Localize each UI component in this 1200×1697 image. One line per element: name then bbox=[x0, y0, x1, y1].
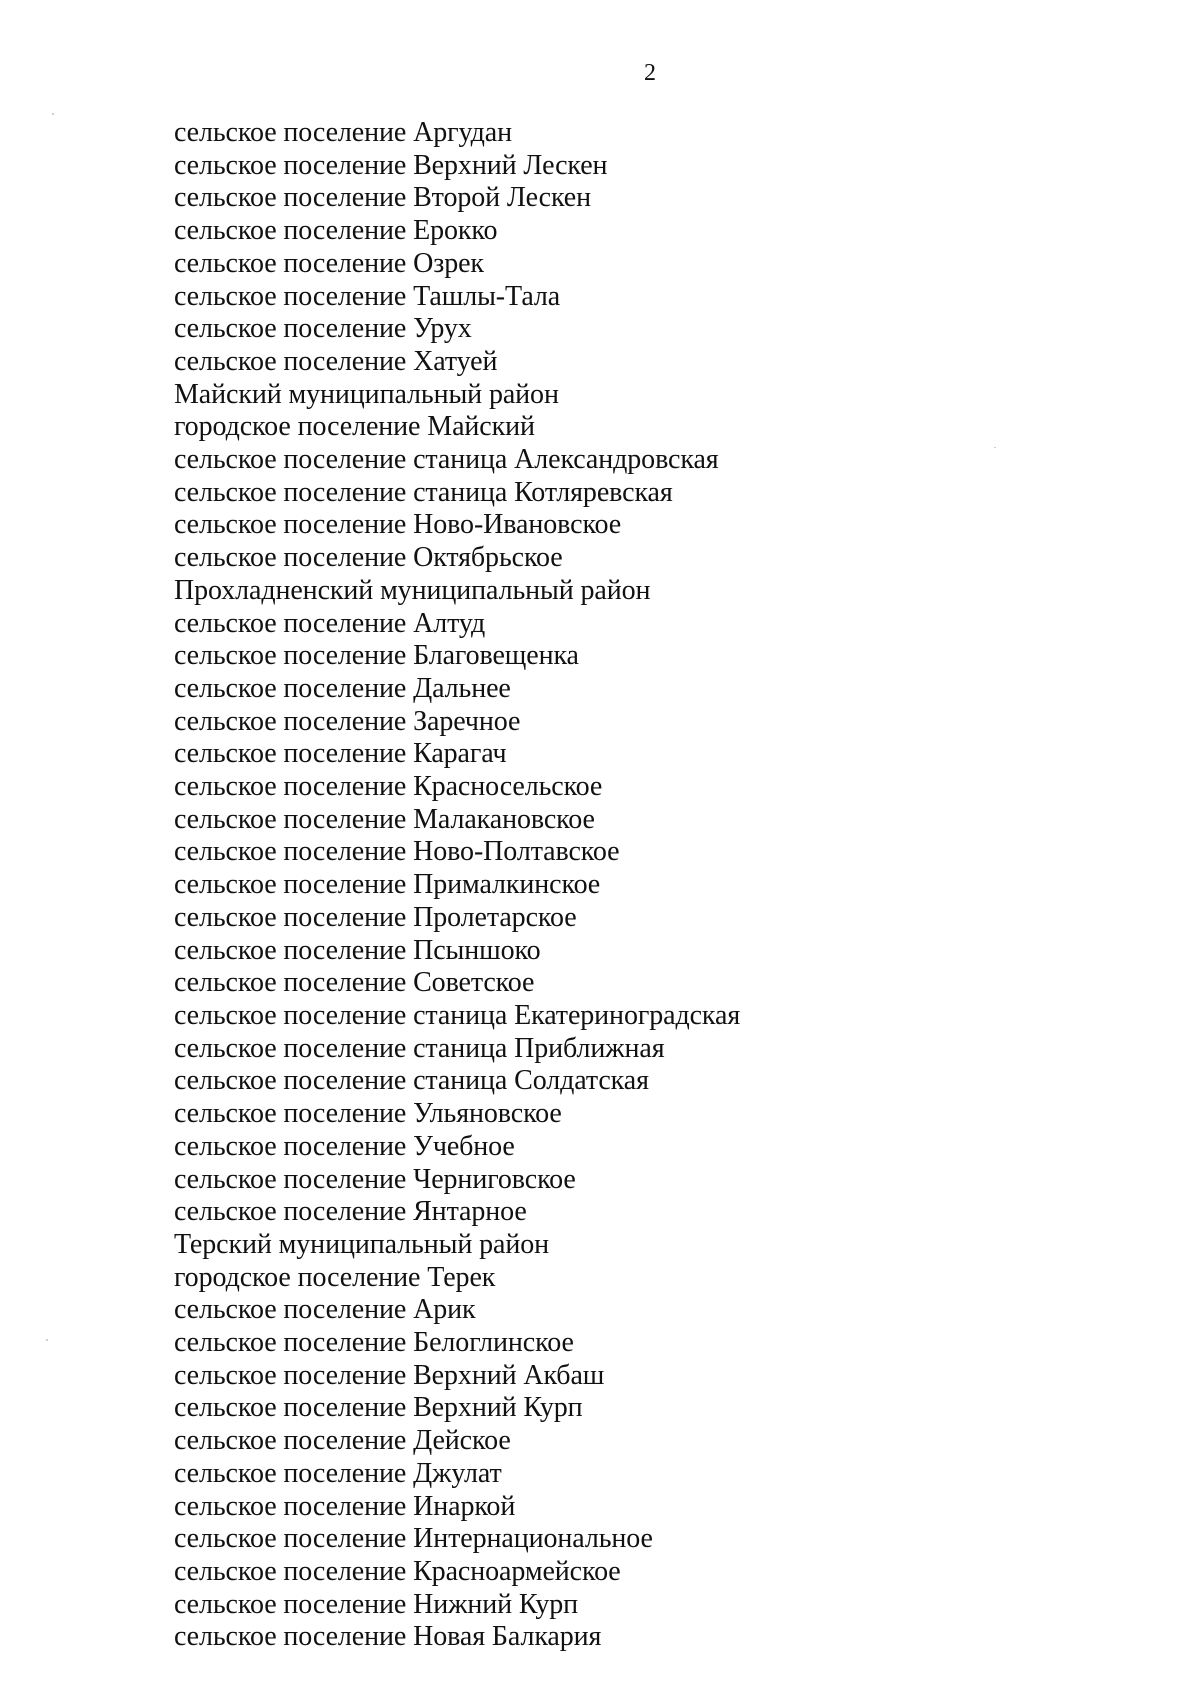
settlement-type: сельское поселение bbox=[174, 345, 407, 377]
district-name: Прохладненский муниципальный район bbox=[174, 574, 651, 606]
settlement-name: Красносельское bbox=[413, 771, 603, 803]
settlement-type: сельское поселение bbox=[174, 1588, 407, 1620]
settlement-type: сельское поселение bbox=[174, 1490, 407, 1522]
settlement-type: сельское поселение bbox=[174, 1065, 407, 1097]
list-item bbox=[174, 215, 740, 248]
settlement-name: станица Приближная bbox=[413, 1032, 665, 1064]
list-item bbox=[174, 1196, 740, 1229]
list-item bbox=[174, 608, 740, 641]
settlement-name: Урух bbox=[413, 313, 472, 345]
list-item bbox=[174, 1164, 740, 1197]
settlement-name: Арик bbox=[413, 1294, 476, 1326]
settlement-name: Верхний Акбаш bbox=[413, 1359, 605, 1391]
settlement-name: Дальнее bbox=[413, 672, 511, 704]
settlement-type: сельское поселение bbox=[174, 869, 407, 901]
settlement-type: сельское поселение bbox=[174, 1621, 407, 1653]
list-item bbox=[174, 836, 740, 869]
list-item bbox=[174, 967, 740, 1000]
settlement-name: Алтуд bbox=[413, 607, 486, 639]
settlement-type: сельское поселение bbox=[174, 247, 407, 279]
settlement-type: сельское поселение bbox=[174, 509, 407, 541]
settlement-type: сельское поселение bbox=[174, 901, 407, 933]
settlement-type: сельское поселение bbox=[174, 1196, 407, 1228]
district-name: Майский муниципальный район bbox=[174, 378, 559, 410]
list-item bbox=[174, 248, 740, 281]
list-item bbox=[174, 1360, 740, 1393]
settlement-name: Майский bbox=[427, 411, 535, 443]
list-item bbox=[174, 771, 740, 804]
settlement-type: сельское поселение bbox=[174, 182, 407, 214]
settlement-name: Советское bbox=[413, 967, 535, 999]
settlement-name: Инаркой bbox=[413, 1490, 516, 1522]
list-item bbox=[174, 869, 740, 902]
list-item bbox=[174, 1262, 740, 1295]
settlement-name: Белоглинское bbox=[413, 1327, 574, 1359]
settlement-type: городское поселение bbox=[174, 411, 421, 443]
list-item bbox=[174, 1523, 740, 1556]
settlement-name: станица Солдатская bbox=[413, 1065, 649, 1097]
list-item bbox=[174, 313, 740, 346]
list-item bbox=[174, 1065, 740, 1098]
settlement-name: Красноармейское bbox=[413, 1555, 621, 1587]
settlement-type: сельское поселение bbox=[174, 1327, 407, 1359]
settlement-type: сельское поселение bbox=[174, 1032, 407, 1064]
list-item bbox=[174, 509, 740, 542]
list-item bbox=[174, 1491, 740, 1524]
settlement-type: сельское поселение bbox=[174, 313, 407, 345]
settlement-name: Прималкинское bbox=[413, 869, 601, 901]
settlement-name: Дейское bbox=[413, 1425, 511, 1457]
list-item bbox=[174, 411, 740, 444]
list-item bbox=[174, 640, 740, 673]
list-item bbox=[174, 1033, 740, 1066]
list-item bbox=[174, 1131, 740, 1164]
list-item bbox=[174, 673, 740, 706]
settlement-type: сельское поселение bbox=[174, 640, 407, 672]
settlement-type: сельское поселение bbox=[174, 803, 407, 835]
settlement-name: Аргудан bbox=[413, 117, 513, 148]
settlement-type: сельское поселение bbox=[174, 999, 407, 1031]
list-item bbox=[174, 804, 740, 837]
settlement-type: сельское поселение bbox=[174, 1294, 407, 1326]
list-item bbox=[174, 1000, 740, 1033]
settlement-type: сельское поселение bbox=[174, 1425, 407, 1457]
settlement-type: сельское поселение bbox=[174, 836, 407, 868]
settlement-name: Озрек bbox=[413, 247, 484, 279]
list-item bbox=[174, 1327, 740, 1360]
settlement-name: Октябрьское bbox=[413, 542, 563, 574]
scan-speck bbox=[46, 1339, 48, 1341]
list-item bbox=[174, 182, 740, 215]
list-item bbox=[174, 281, 740, 314]
settlement-type: сельское поселение bbox=[174, 215, 407, 247]
settlement-name: Ташлы-Тала bbox=[413, 280, 561, 312]
list-item bbox=[174, 1425, 740, 1458]
settlement-type: сельское поселение bbox=[174, 934, 407, 966]
settlement-type: сельское поселение bbox=[174, 1523, 407, 1555]
district-name: Терский муниципальный район bbox=[174, 1228, 549, 1260]
district-heading bbox=[174, 575, 740, 608]
settlement-type: сельское поселение bbox=[174, 444, 407, 476]
list-item bbox=[174, 444, 740, 477]
settlement-name: Янтарное bbox=[413, 1196, 527, 1228]
settlement-type: сельское поселение bbox=[174, 1098, 407, 1130]
settlement-type: сельское поселение bbox=[174, 1457, 407, 1489]
settlement-name: Ульяновское bbox=[413, 1098, 562, 1130]
settlement-type: сельское поселение bbox=[174, 1555, 407, 1587]
list-item bbox=[174, 1556, 740, 1589]
scan-speck bbox=[994, 447, 996, 448]
list-item bbox=[174, 1621, 740, 1654]
settlement-type: городское поселение bbox=[174, 1261, 421, 1293]
settlement-type: сельское поселение bbox=[174, 1163, 407, 1195]
settlement-name: Верхний Лескен bbox=[413, 149, 608, 181]
settlement-type: сельское поселение bbox=[174, 967, 407, 999]
settlement-name: Пролетарское bbox=[413, 901, 577, 933]
settlement-name: Нижний Курп bbox=[413, 1588, 579, 1620]
settlement-name: Малакановское bbox=[413, 803, 595, 835]
settlement-name: Учебное bbox=[413, 1130, 515, 1162]
page-number: 2 bbox=[644, 60, 656, 86]
settlement-name: Благовещенка bbox=[413, 640, 579, 672]
list-item bbox=[174, 346, 740, 379]
settlement-type: сельское поселение bbox=[174, 117, 407, 148]
settlement-name: Джулат bbox=[413, 1457, 502, 1489]
settlement-type: сельское поселение bbox=[174, 1130, 407, 1162]
settlement-name: Второй Лескен bbox=[413, 182, 592, 214]
settlement-name: Черниговское bbox=[413, 1163, 576, 1195]
list-item bbox=[174, 150, 740, 183]
settlement-name: Заречное bbox=[413, 705, 521, 737]
list-item bbox=[174, 1098, 740, 1131]
district-heading bbox=[174, 379, 740, 412]
list-item bbox=[174, 477, 740, 510]
settlement-type: сельское поселение bbox=[174, 705, 407, 737]
settlement-name: станица Александровская bbox=[413, 444, 719, 476]
settlement-name: Карагач bbox=[413, 738, 507, 770]
settlement-name: станица Екатериноградская bbox=[413, 999, 741, 1031]
settlement-type: сельское поселение bbox=[174, 1392, 407, 1424]
settlement-type: сельское поселение bbox=[174, 672, 407, 704]
settlement-type: сельское поселение bbox=[174, 280, 407, 312]
settlement-type: сельское поселение bbox=[174, 771, 407, 803]
settlement-list bbox=[174, 117, 740, 1654]
settlement-type: сельское поселение bbox=[174, 476, 407, 508]
list-item bbox=[174, 1458, 740, 1491]
settlement-name: станица Котляревская bbox=[413, 476, 673, 508]
settlement-name: Верхний Курп bbox=[413, 1392, 583, 1424]
settlement-name: Интернациональное bbox=[413, 1523, 653, 1555]
list-item bbox=[174, 542, 740, 575]
list-item bbox=[174, 902, 740, 935]
settlement-name: Ново-Ивановское bbox=[413, 509, 622, 541]
list-item bbox=[174, 706, 740, 739]
list-item bbox=[174, 1294, 740, 1327]
list-item bbox=[174, 117, 740, 150]
settlement-type: сельское поселение bbox=[174, 607, 407, 639]
list-item bbox=[174, 1392, 740, 1425]
settlement-type: сельское поселение bbox=[174, 149, 407, 181]
settlement-name: Ерокко bbox=[413, 215, 498, 247]
scan-speck bbox=[52, 113, 54, 115]
list-item bbox=[174, 935, 740, 968]
list-item bbox=[174, 1589, 740, 1622]
settlement-name: Терек bbox=[427, 1261, 496, 1293]
settlement-type: сельское поселение bbox=[174, 1359, 407, 1391]
settlement-type: сельское поселение bbox=[174, 542, 407, 574]
settlement-name: Хатуей bbox=[413, 345, 498, 377]
settlement-name: Новая Балкария bbox=[413, 1621, 602, 1653]
settlement-type: сельское поселение bbox=[174, 738, 407, 770]
district-heading bbox=[174, 1229, 740, 1262]
settlement-name: Псыншоко bbox=[413, 934, 541, 966]
list-item bbox=[174, 738, 740, 771]
settlement-name: Ново-Полтавское bbox=[413, 836, 620, 868]
